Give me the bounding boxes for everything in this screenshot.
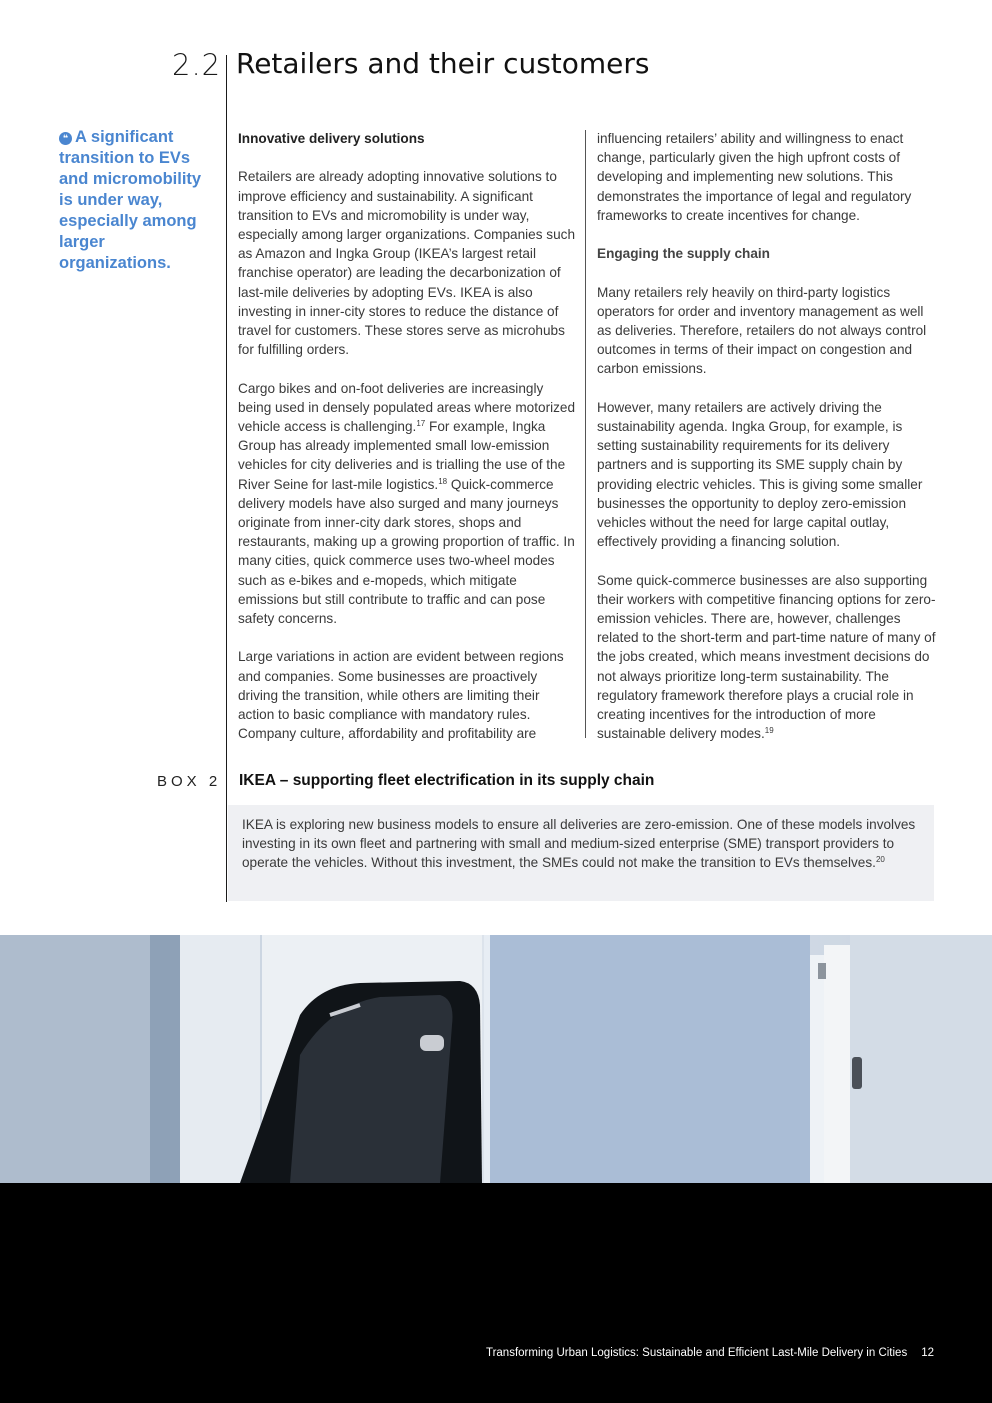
- paragraph: Retailers are already adopting innovative solutions to improve efficiency and sustainability. A significant transition to EVs and micromobility is under way, especially among larger organizations. Companies such as Amazon and Ingka Group (IKEA’s largest retail franchise operator) are leading the decarbonization of last-mile deliveries by adopting EVs. IKEA is also investing in inner-city stores to reduce the distance of travel for customers. These stores serve as microhubs for fulfilling orders.: [238, 169, 576, 358]
- column-heading: Innovative delivery solutions: [238, 131, 425, 146]
- delivery-vehicle-photo: [0, 935, 992, 1183]
- page-number: 12: [921, 1347, 934, 1359]
- section-number: 2.2: [172, 48, 222, 82]
- text-column-left: [238, 129, 578, 763]
- column-divider: [585, 130, 586, 738]
- left-divider: [226, 55, 227, 902]
- footnote-ref[interactable]: 18: [438, 476, 448, 486]
- paragraph: Many retailers rely heavily on third-party logistics operators for order and inventory management as well as deliveries. Therefore, retailers do not always control outcomes in terms of their impact on congestion and carbon emissions.: [597, 284, 927, 377]
- page-title: Retailers and their customers: [236, 47, 650, 80]
- text-column-right: [597, 129, 937, 763]
- paragraph: However, many retailers are actively driving the sustainability agenda. Ingka Group, for example, is setting sustainability requirements for its delivery partners and is supporting its SME supply chain by providing electric vehicles. This is giving some smaller businesses the opportunity to deploy zero-emission vehicles without the need for large capital outlay, effectively providing a financing solution.: [597, 399, 923, 550]
- paragraph: influencing retailers’ ability and willingness to enact change, particularly given the high upfront costs of developing and implementing new solutions. This demonstrates the importance of legal and regulatory frameworks to create incentives for change.: [597, 131, 912, 223]
- box-title: IKEA – supporting fleet electrification in its supply chain: [239, 772, 655, 789]
- column-heading: Engaging the supply chain: [597, 246, 770, 262]
- quote-icon: ❝: [59, 132, 72, 145]
- pull-quote-text: A significant transition to EVs and micromobility is under way, especially among larger organizations.: [59, 128, 202, 272]
- footer-title: Transforming Urban Logistics:: [485, 1347, 639, 1359]
- box-body: IKEA is exploring new business models to ensure all deliveries are zero-emission. One of these models involves investing in its own fleet and partnering with small and medium-sized enterprise (SME) transport providers to operate the vehicles. Without this investment, the SMEs could not make the transition to EVs themselves.$^{20}$: [228, 805, 934, 901]
- paragraph: Some quick-commerce businesses are also supporting their workers with competitive financing options for zero-emission vehicles. There are, however, challenges related to the short-term and part-time nature of many of the jobs created, which means investment decisions do not always prioritize long-term sustainability. The regulatory framework therefore plays a crucial role in creating incentives for the introduction of more sustainable delivery modes.$^{19}$: [597, 572, 936, 742]
- footer-band: [0, 1183, 992, 1403]
- pull-quote: [59, 127, 209, 274]
- footnote-ref[interactable]: 17: [416, 419, 426, 429]
- footer: [0, 1347, 934, 1359]
- paragraph: Large variations in action are evident between regions and companies. Some businesses are proactively driving the transition, while others are limiting their action to basic compliance with mandatory rules. Company culture, affordability and profitability are: [238, 649, 564, 742]
- box-label: BOX 2: [157, 773, 222, 790]
- paragraph: Cargo bikes and on-foot deliveries are increasingly being used in densely populated areas where motorized vehicle access is challenging.$^{17}$ For example, Ingka Group has already implemented small low-emission vehicles for city deliveries and is trialling the use of the River Seine for last-mile logistics.$^{18}$ Quick-commerce delivery models have also surged and many journeys originate from inner-city dark stores, shops and restaurants, making up a growing proportion of traffic. In many cities, quick commerce uses two-wheel modes such as e-bikes and e-mopeds, which mitigate emissions but still contribute to traffic and can pose safety concerns.: [238, 380, 576, 627]
- footnote-ref[interactable]: 20: [875, 855, 885, 865]
- footnote-ref[interactable]: 19: [764, 726, 774, 736]
- footer-subtitle: Sustainable and Efficient Last-Mile Delivery in Cities: [638, 1347, 908, 1359]
